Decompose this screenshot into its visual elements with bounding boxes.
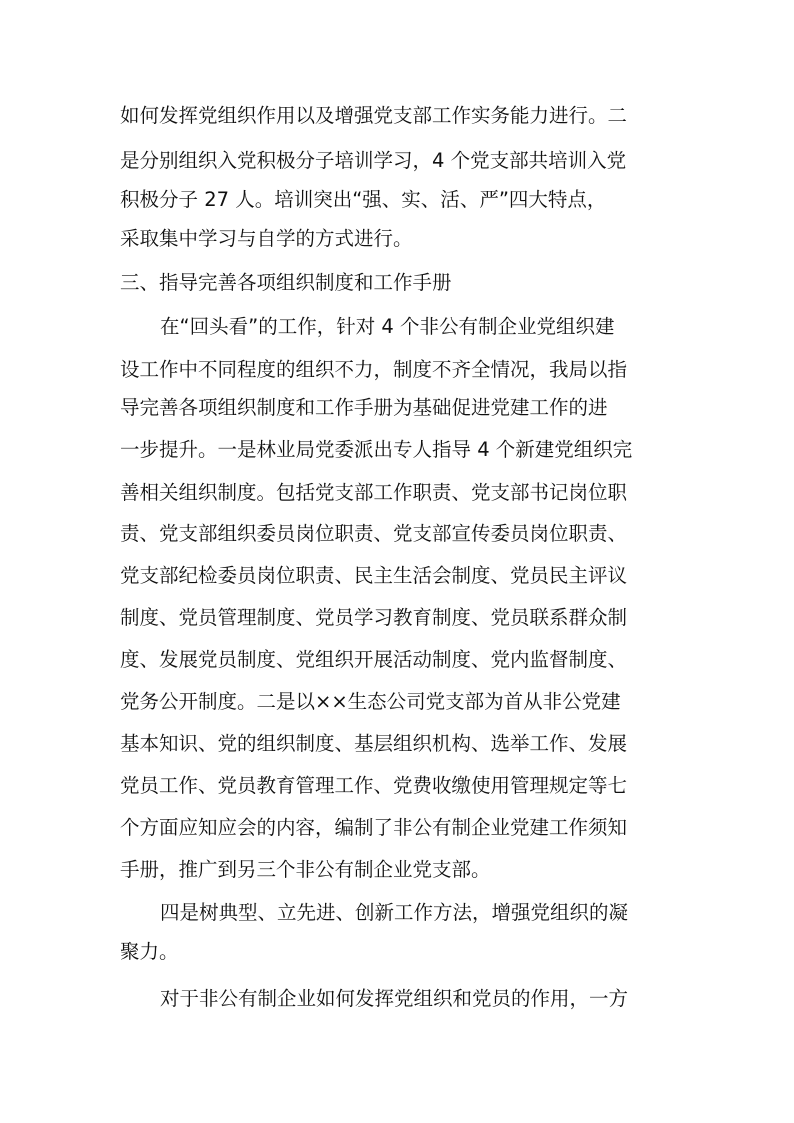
paragraph-line: 对于非公有制企业如何发挥党组织和党员的作用，一方 [160, 987, 629, 1010]
paragraph-line: 党员工作、党员教育管理工作、党费收缴使用管理规定等七 [120, 774, 628, 797]
paragraph-line: 制度、党员管理制度、党员学习教育制度、党员联系群众制 [120, 606, 628, 629]
paragraph-line: 责、党支部组织委员岗位职责、党支部宣传委员岗位职责、 [120, 522, 628, 545]
paragraph-line: 党支部纪检委员岗位职责、民主生活会制度、党员民主评议 [120, 564, 628, 587]
paragraph-line: 积极分子 27 人。培训突出“强、实、活、严”四大特点， [120, 188, 607, 211]
paragraph-line: 基本知识、党的组织制度、基层组织机构、选举工作、发展 [120, 732, 628, 755]
paragraph-line: 个方面应知应会的内容，编制了非公有制企业党建工作须知 [120, 816, 628, 839]
paragraph-line: 在“回头看”的工作，针对 4 个非公有制企业党组织建 [160, 315, 615, 338]
paragraph-line: 善相关组织制度。包括党支部工作职责、党支部书记岗位职 [120, 481, 628, 504]
paragraph-line: 设工作中不同程度的组织不力，制度不齐全情况，我局以指 [120, 358, 628, 381]
paragraph-line: 聚力。 [120, 940, 179, 963]
paragraph-line: 导完善各项组织制度和工作手册为基础促进党建工作的进 [120, 396, 608, 419]
paragraph-line: 党务公开制度。二是以××生态公司党支部为首从非公党建 [120, 690, 621, 713]
paragraph-line: 是分别组织入党积极分子培训学习，4 个党支部共培训入党 [120, 149, 627, 172]
paragraph-line: 一步提升。一是林业局党委派出专人指导 4 个新建党组织完 [120, 438, 633, 461]
paragraph-line: 采取集中学习与自学的方式进行。 [120, 227, 413, 250]
section-heading: 三、指导完善各项组织制度和工作手册 [120, 271, 452, 294]
paragraph-line: 如何发挥党组织作用以及增强党支部工作实务能力进行。二 [120, 104, 628, 127]
paragraph-line: 度、发展党员制度、党组织开展活动制度、党内监督制度、 [120, 648, 628, 671]
paragraph-line: 四是树典型、立先进、创新工作方法，增强党组织的凝 [160, 901, 629, 924]
paragraph-line: 手册，推广到另三个非公有制企业党支部。 [120, 858, 491, 881]
